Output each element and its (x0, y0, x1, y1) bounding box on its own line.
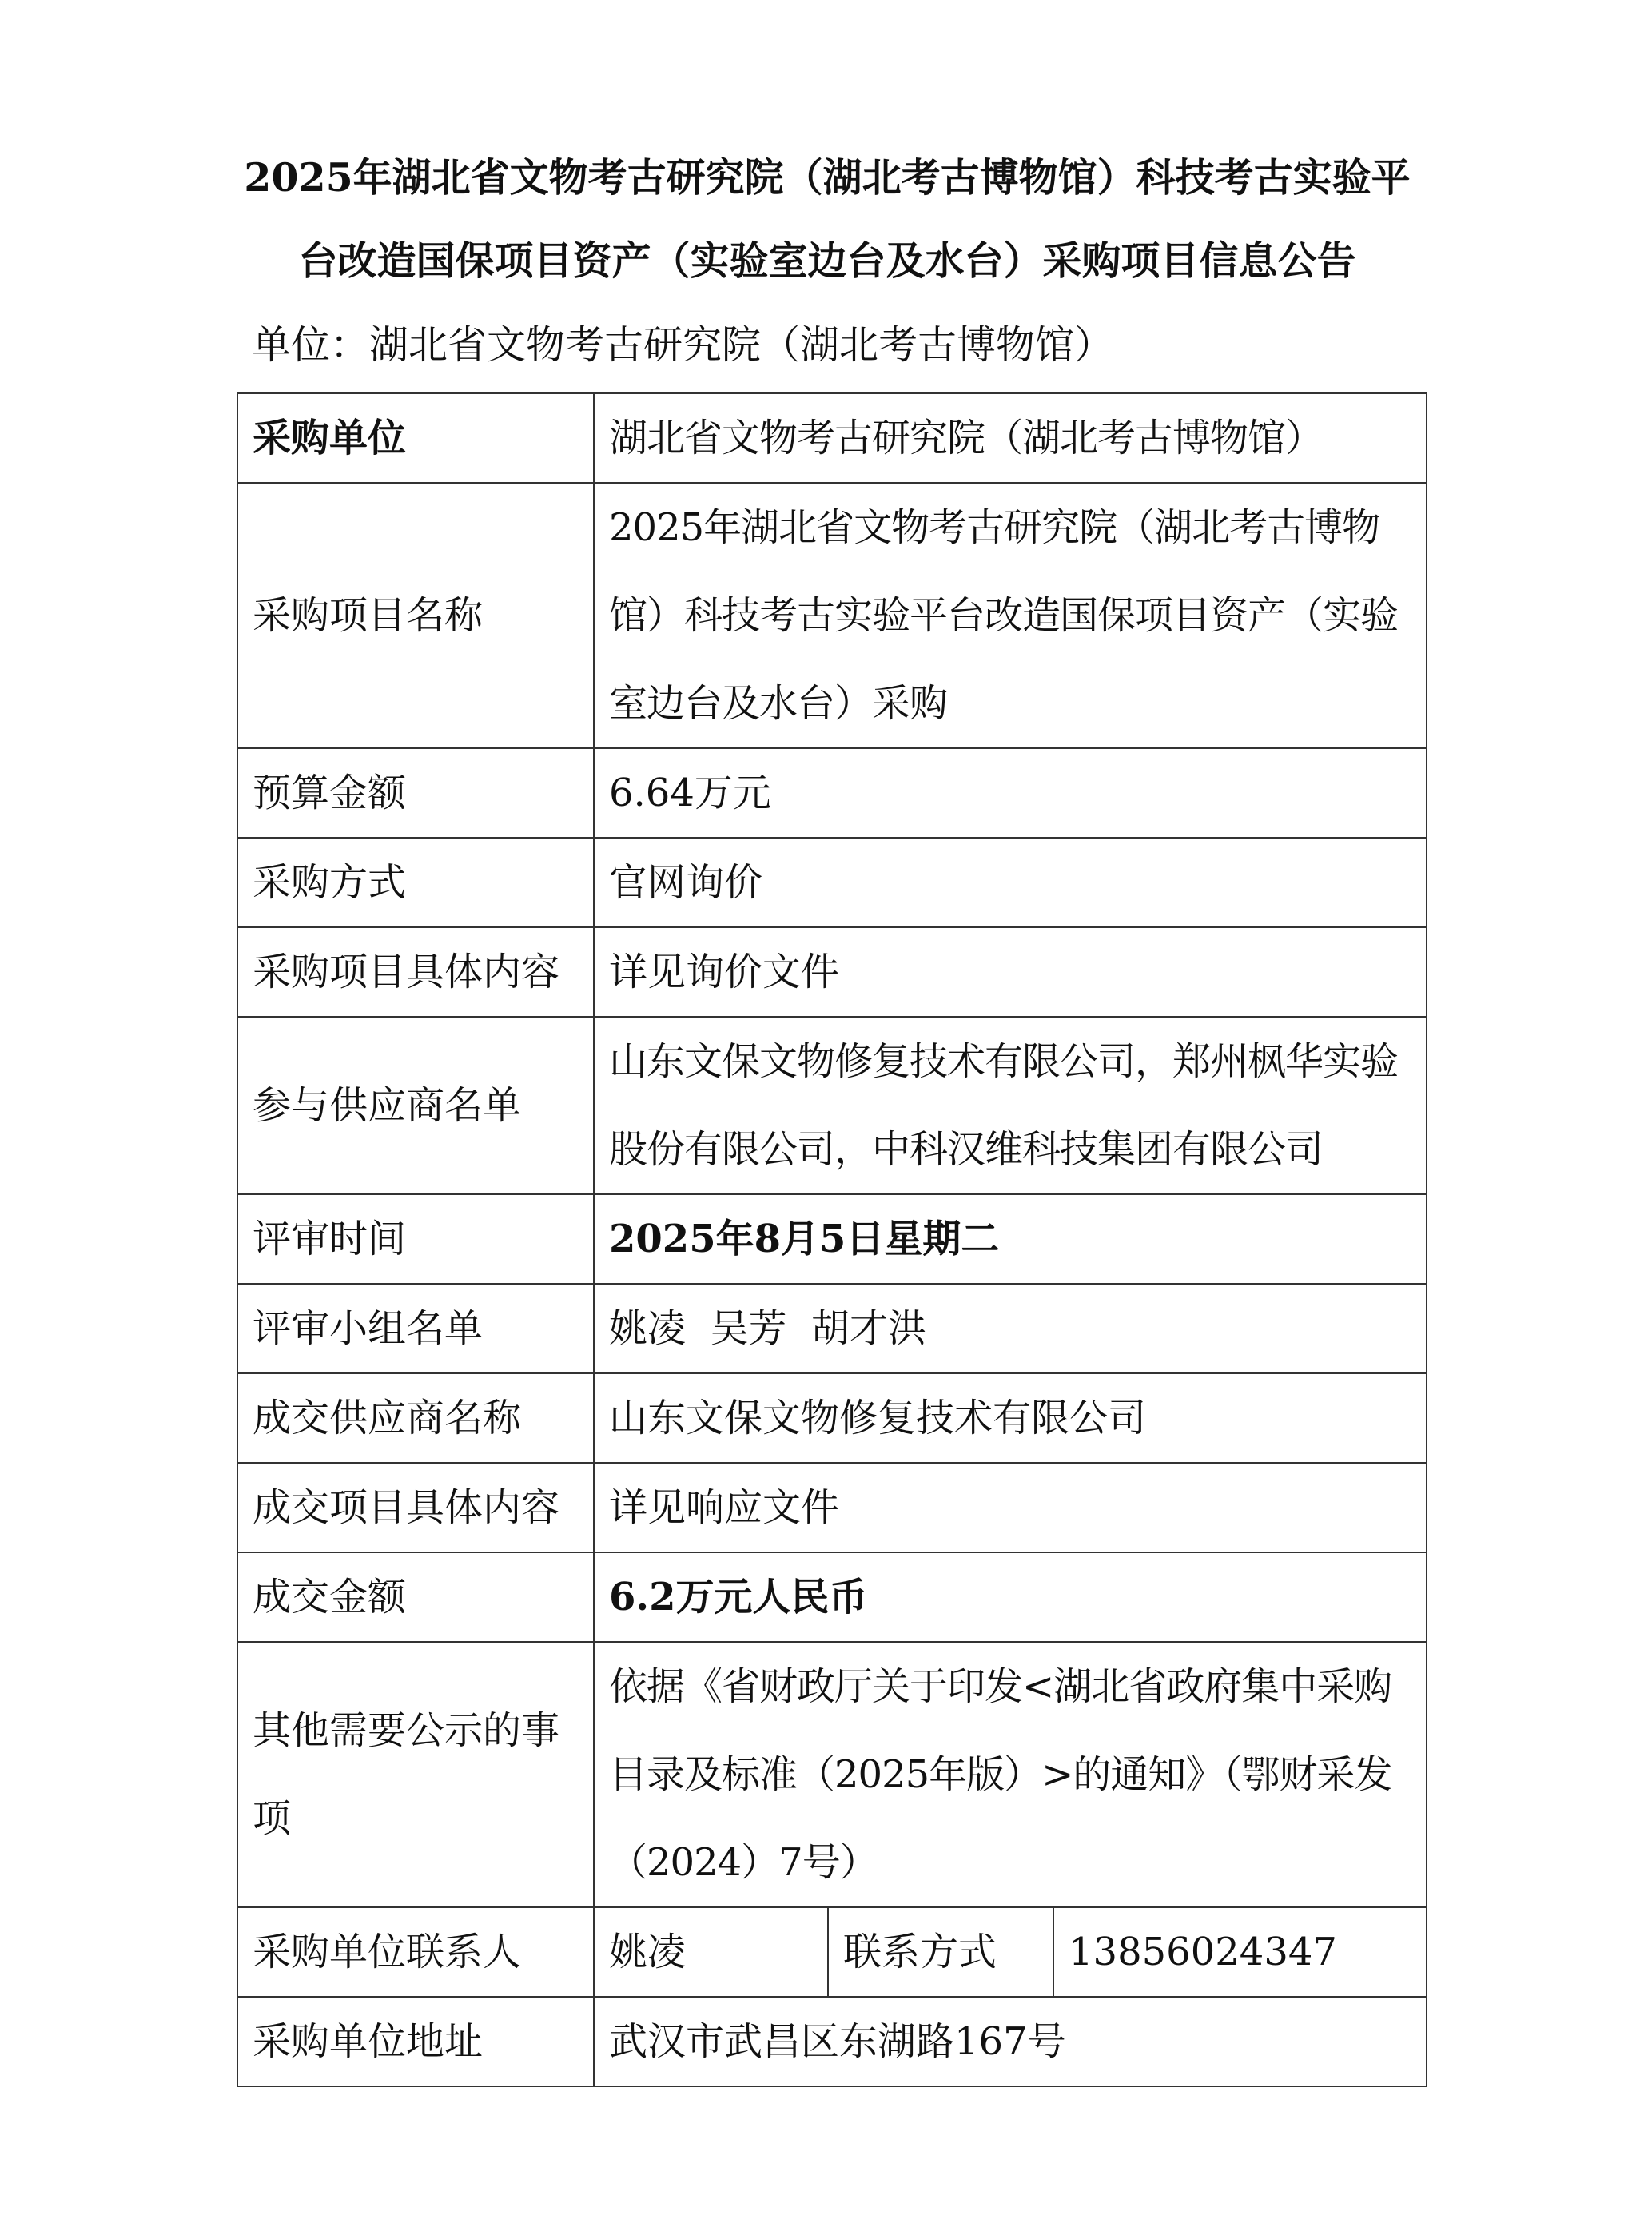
row-label: 成交项目具体内容 (237, 1463, 594, 1552)
row-value: 湖北省文物考古研究院（湖北考古博物馆） (594, 393, 1427, 483)
table-row-method (237, 838, 1427, 927)
row-value: 官网询价 (594, 838, 1427, 927)
table-row-review-panel (237, 1284, 1427, 1373)
row-value: 依据《省财政厅关于印发<湖北省政府集中采购目录及标准（2025年版）>的通知》（鄂财采发（2024）7号） (594, 1642, 1427, 1907)
table-row-contact (237, 1907, 1427, 1997)
row-label: 评审时间 (237, 1194, 594, 1284)
page-title-line-1: 2025年湖北省文物考古研究院（湖北考古博物馆）科技考古实验平 (244, 154, 1411, 201)
row-value: 6.2万元人民币 (594, 1552, 1427, 1642)
row-label: 预算金额 (237, 748, 594, 838)
row-value: 姚凌 吴芳 胡才洪 (594, 1284, 1427, 1373)
contact-phone: 13856024347 (1053, 1907, 1427, 1997)
row-value: 山东文保文物修复技术有限公司，郑州枫华实验股份有限公司，中科汉维科技集团有限公司 (594, 1017, 1427, 1194)
unit-line: 单位：湖北省文物考古研究院（湖北考古博物馆） (252, 322, 1114, 368)
row-value: 详见询价文件 (594, 927, 1427, 1017)
row-value: 详见响应文件 (594, 1463, 1427, 1552)
row-label: 采购单位 (237, 393, 594, 483)
table-row-project-name (237, 483, 1427, 748)
row-value: 2025年湖北省文物考古研究院（湖北考古博物馆）科技考古实验平台改造国保项目资产（实验室边台及水台）采购 (594, 483, 1427, 748)
row-label: 成交供应商名称 (237, 1373, 594, 1463)
address-label: 采购单位地址 (237, 1997, 594, 2086)
table-row-procurement-unit (237, 393, 1427, 483)
table-row-review-time (237, 1194, 1427, 1284)
row-label: 评审小组名单 (237, 1284, 594, 1373)
table-row-other-matters (237, 1642, 1427, 1907)
table-row-suppliers (237, 1017, 1427, 1194)
table-row-budget (237, 748, 1427, 838)
row-label: 其他需要公示的事项 (237, 1642, 594, 1907)
address-value: 武汉市武昌区东湖路167号 (594, 1997, 1427, 2086)
contact-name: 姚凌 (594, 1907, 828, 1997)
contact-method-label: 联系方式 (828, 1907, 1053, 1997)
row-value: 2025年8月5日星期二 (594, 1194, 1427, 1284)
row-label: 参与供应商名单 (237, 1017, 594, 1194)
row-label: 采购项目具体内容 (237, 927, 594, 1017)
table-row-winning-amount (237, 1552, 1427, 1642)
row-value: 6.64万元 (594, 748, 1427, 838)
table-row-winning-supplier (237, 1373, 1427, 1463)
contact-label: 采购单位联系人 (237, 1907, 594, 1997)
table-row-winning-content (237, 1463, 1427, 1552)
table-row-address (237, 1997, 1427, 2086)
row-value: 山东文保文物修复技术有限公司 (594, 1373, 1427, 1463)
page-title-line-2: 台改造国保项目资产（实验室边台及水台）采购项目信息公告 (298, 237, 1356, 284)
procurement-info-table (237, 392, 1427, 2087)
row-label: 采购方式 (237, 838, 594, 927)
row-label: 成交金额 (237, 1552, 594, 1642)
row-label: 采购项目名称 (237, 483, 594, 748)
table-row-content (237, 927, 1427, 1017)
